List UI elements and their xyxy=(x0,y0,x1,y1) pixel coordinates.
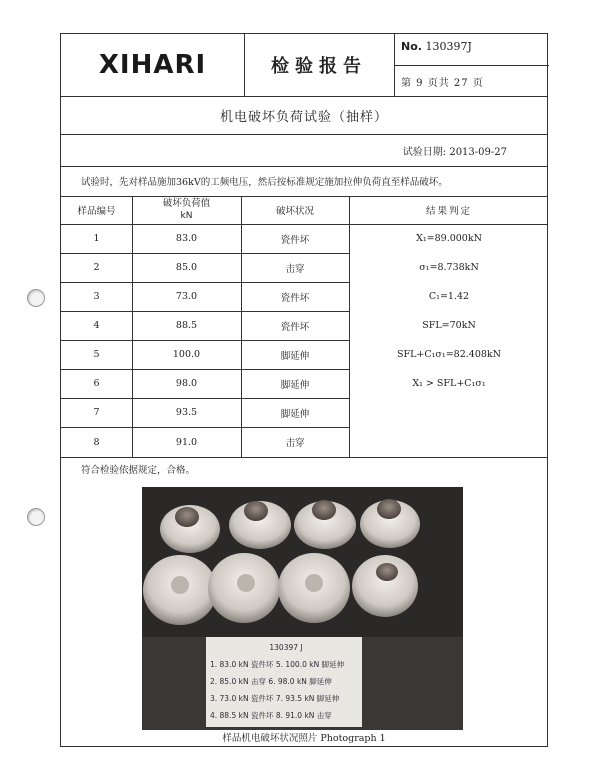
break-status: 击穿 xyxy=(285,438,305,449)
note-line: 3. 73.0 kN 瓷件坏 7. 93.5 kN 脚延伸 xyxy=(210,694,340,703)
note-card-text xyxy=(210,639,362,724)
insulator-back-2 xyxy=(229,501,291,549)
result-mean: X₁=89.000kN xyxy=(416,233,482,244)
break-load: 88.5 xyxy=(175,320,198,331)
break-load: 100.0 xyxy=(172,349,201,360)
sample-photo xyxy=(142,487,463,730)
sample-no: 4 xyxy=(93,320,100,331)
break-load: 98.0 xyxy=(175,378,198,389)
insulator-front-3 xyxy=(278,553,350,623)
sample-no: 3 xyxy=(93,291,100,302)
insulator-back-1 xyxy=(160,505,220,553)
conclusion: 符合检验依据规定，合格。 xyxy=(81,465,196,476)
col-header-sample-no: 样品编号 xyxy=(77,206,116,217)
note-line: 1. 83.0 kN 瓷件坏 5. 100.0 kN 脚延伸 xyxy=(210,660,345,669)
break-status: 瓷件坏 xyxy=(280,321,310,333)
report-number-label: No. xyxy=(401,40,422,53)
insulator-front-4 xyxy=(352,555,418,617)
break-status: 瓷件坏 xyxy=(280,234,310,246)
result-sfl: SFL=70kN xyxy=(422,320,476,331)
report-title: 检验报告 xyxy=(271,56,367,77)
sample-no: 8 xyxy=(93,436,100,448)
sample-no: 1 xyxy=(93,233,100,244)
break-load: 91.0 xyxy=(175,436,198,448)
procedure-text: 试验时，先对样品施加36kV的工频电压，然后按标准规定施加拉伸负荷直至样品破坏。 xyxy=(81,177,448,188)
report-frame xyxy=(60,33,548,747)
note-line: 2. 85.0 kN 击穿 6. 98.0 kN 脚延伸 xyxy=(210,677,332,686)
break-load: 83.0 xyxy=(175,233,198,244)
photo-caption: 样品机电破坏状况照片 Photograph 1 xyxy=(222,733,386,744)
insulator-front-2 xyxy=(208,553,280,623)
break-status: 击穿 xyxy=(285,263,305,275)
sample-no: 6 xyxy=(93,378,100,389)
note-title: 130397 J xyxy=(269,643,303,652)
break-load: 73.0 xyxy=(175,291,198,302)
col-header-load-label: 破坏负荷值 xyxy=(162,198,211,209)
binder-hole-top xyxy=(27,289,45,307)
report-number xyxy=(401,40,472,53)
col-header-result: 结果判定 xyxy=(425,206,472,217)
sample-no: 5 xyxy=(93,349,100,360)
test-date: 试验日期: 2013-09-27 xyxy=(402,146,507,158)
col-header-load-unit: kN xyxy=(180,211,193,221)
binder-hole-bottom xyxy=(27,508,45,526)
break-status: 脚延伸 xyxy=(280,379,310,391)
result-threshold: SFL+C₁σ₁=82.408kN xyxy=(396,349,501,360)
break-status: 脚延伸 xyxy=(280,408,310,420)
section-title: 机电破坏负荷试验（抽样） xyxy=(219,109,388,125)
col-header-status: 破坏状况 xyxy=(275,206,314,217)
break-load: 85.0 xyxy=(175,262,198,273)
sample-no: 7 xyxy=(93,407,100,418)
page-indicator: 第 9 页共 27 页 xyxy=(401,78,484,89)
break-status: 脚延伸 xyxy=(280,350,310,362)
report-number-value: 130397J xyxy=(425,40,472,53)
result-std-dev: σ₁=8.738kN xyxy=(419,262,479,273)
result-judgement: X₁ > SFL+C₁σ₁ xyxy=(412,378,486,389)
break-status: 瓷件坏 xyxy=(280,292,310,304)
col-header-load xyxy=(132,196,241,224)
company-logo: XIHARI xyxy=(98,50,207,80)
break-load: 93.5 xyxy=(175,407,198,418)
insulator-front-1 xyxy=(143,555,217,625)
note-line: 4. 88.5 kN 瓷件坏 8. 91.0 kN 击穿 xyxy=(210,711,332,720)
result-coefficient: C₁=1.42 xyxy=(428,291,470,302)
sample-no: 2 xyxy=(93,262,100,273)
